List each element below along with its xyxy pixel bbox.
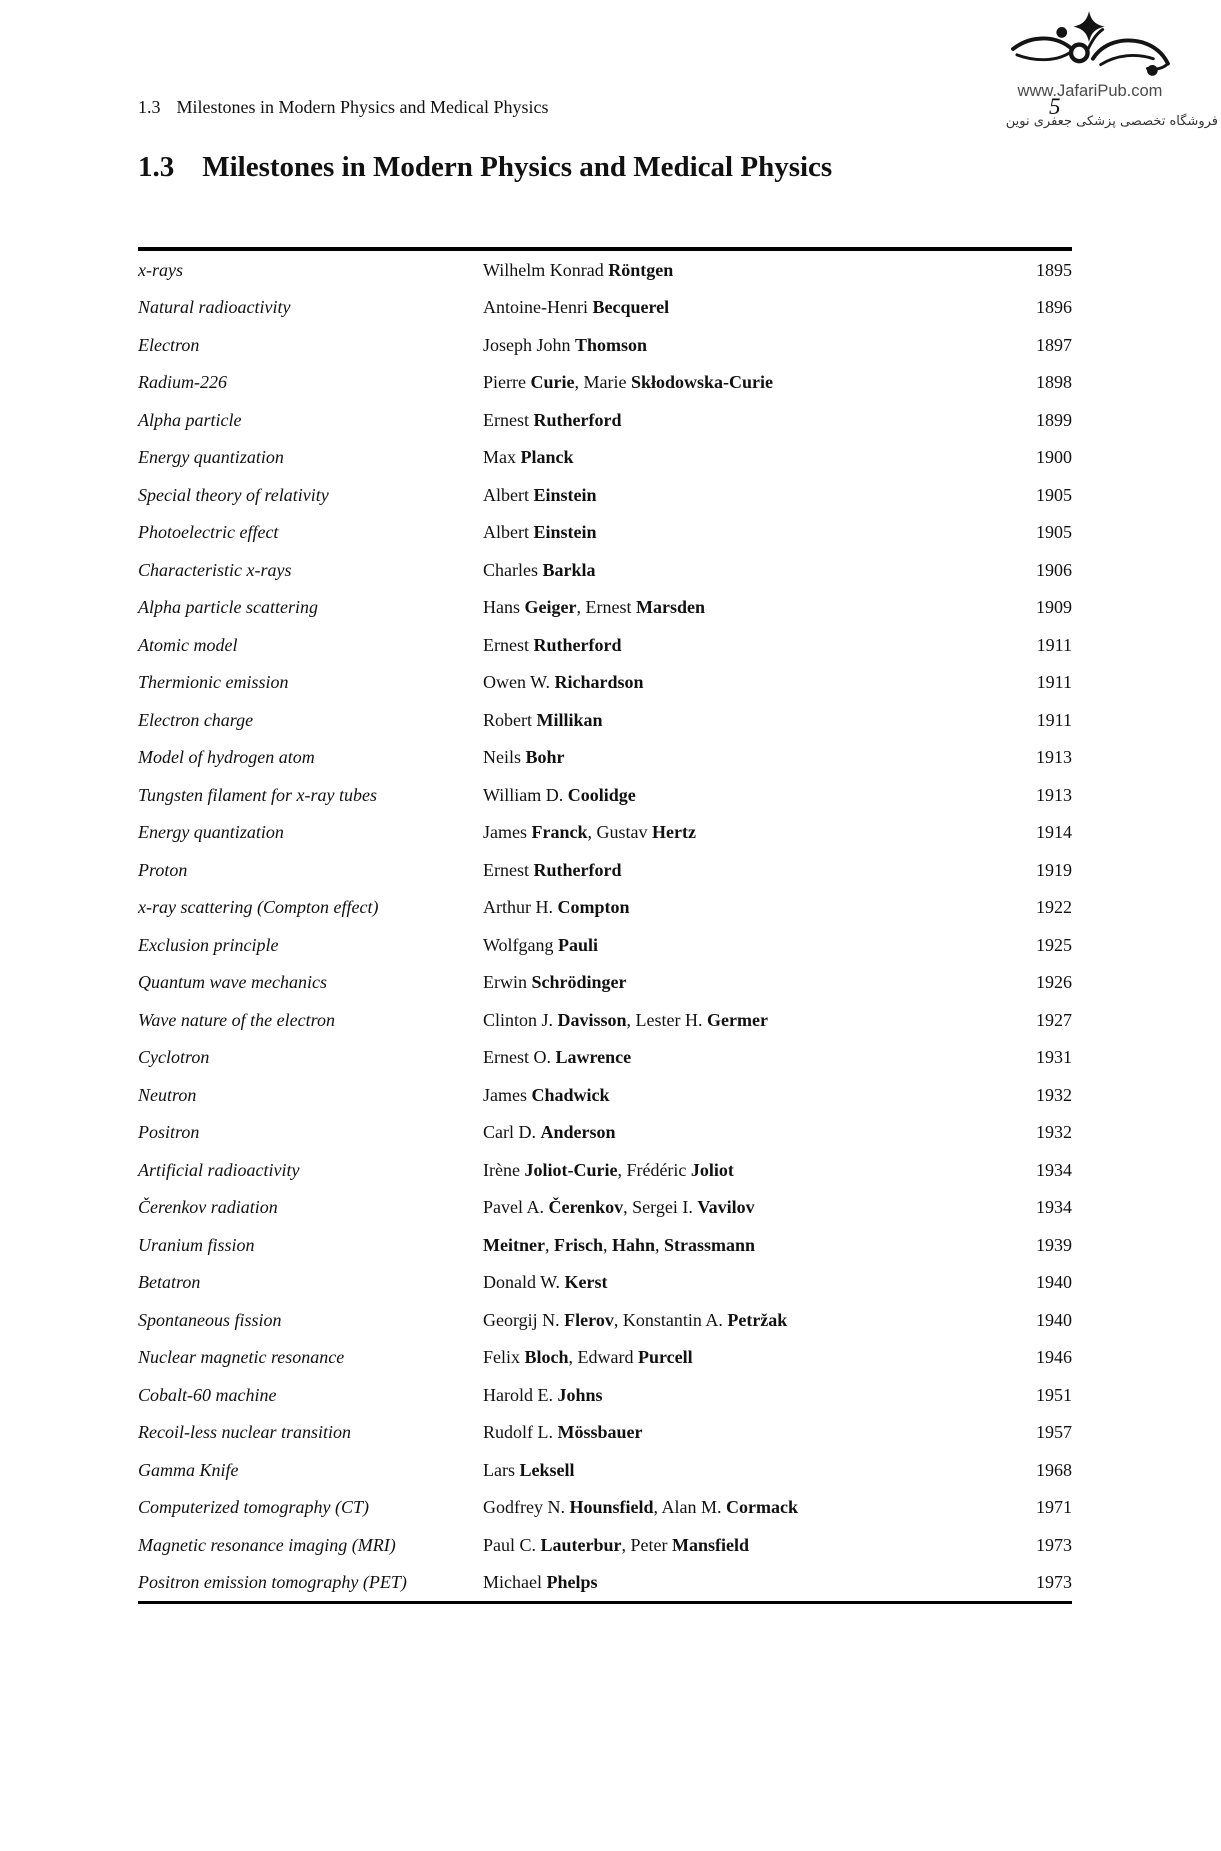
scientists-cell: Hans Geiger, Ernest Marsden xyxy=(483,597,705,618)
year-cell: 1911 xyxy=(1036,634,1072,655)
year-cell: 1971 xyxy=(1036,1497,1072,1518)
year-cell: 1914 xyxy=(1036,822,1072,843)
scientists-cell: Wolfgang Pauli xyxy=(483,934,599,955)
table-row xyxy=(138,1264,1072,1302)
discovery-cell: Atomic model xyxy=(138,634,238,655)
year-cell: 1973 xyxy=(1036,1534,1072,1555)
year-cell: 1951 xyxy=(1036,1384,1072,1405)
table-row xyxy=(138,589,1072,627)
year-cell: 1927 xyxy=(1036,1009,1072,1030)
table-row xyxy=(138,889,1072,927)
discovery-cell: Exclusion principle xyxy=(138,934,279,955)
scientists-cell: Irène Joliot-Curie, Frédéric Joliot xyxy=(483,1159,734,1180)
discovery-cell: Betatron xyxy=(138,1272,201,1293)
year-cell: 1905 xyxy=(1036,484,1072,505)
discovery-cell: Characteristic x-rays xyxy=(138,559,292,580)
discovery-cell: Quantum wave mechanics xyxy=(138,972,327,993)
table-row xyxy=(138,1039,1072,1077)
discovery-cell: Cyclotron xyxy=(138,1047,210,1068)
year-cell: 1946 xyxy=(1036,1347,1072,1368)
scientists-cell: Carl D. Anderson xyxy=(483,1122,616,1143)
discovery-cell: Cobalt-60 machine xyxy=(138,1384,277,1405)
scientists-cell: Georgij N. Flerov, Konstantin A. Petržak xyxy=(483,1309,788,1330)
scientists-cell: Ernest Rutherford xyxy=(483,409,622,430)
scientists-cell: Albert Einstein xyxy=(483,522,597,543)
discovery-cell: x-rays xyxy=(138,259,183,280)
discovery-cell: Electron xyxy=(138,334,200,355)
year-cell: 1940 xyxy=(1036,1272,1072,1293)
discovery-cell: Radium-226 xyxy=(138,372,227,393)
year-cell: 1926 xyxy=(1036,972,1072,993)
scientists-cell: Clinton J. Davisson, Lester H. Germer xyxy=(483,1009,768,1030)
section-title xyxy=(138,150,832,184)
discovery-cell: Computerized tomography (CT) xyxy=(138,1497,369,1518)
table-row xyxy=(138,289,1072,327)
scientists-cell: Arthur H. Compton xyxy=(483,897,630,918)
discovery-cell: Gamma Knife xyxy=(138,1459,239,1480)
table-row xyxy=(138,739,1072,777)
discovery-cell: Wave nature of the electron xyxy=(138,1009,335,1030)
year-cell: 1905 xyxy=(1036,522,1072,543)
year-cell: 1911 xyxy=(1036,672,1072,693)
table-row xyxy=(138,364,1072,402)
discovery-cell: Alpha particle xyxy=(138,409,242,430)
scientists-cell: William D. Coolidge xyxy=(483,784,636,805)
publisher-watermark xyxy=(1000,10,1180,101)
scientists-cell: James Franck, Gustav Hertz xyxy=(483,822,696,843)
scientists-cell: Rudolf L. Mössbauer xyxy=(483,1422,643,1443)
table-row xyxy=(138,776,1072,814)
scientists-cell: Lars Leksell xyxy=(483,1459,575,1480)
scientists-cell: Felix Bloch, Edward Purcell xyxy=(483,1347,693,1368)
publisher-website: www.JafariPub.com xyxy=(1017,82,1163,100)
scientists-cell: Erwin Schrödinger xyxy=(483,972,627,993)
running-header xyxy=(138,96,548,118)
discovery-cell: Photoelectric effect xyxy=(138,522,279,543)
table-row xyxy=(138,1414,1072,1452)
discovery-cell: x-ray scattering (Compton effect) xyxy=(138,897,379,918)
discovery-cell: Čerenkov radiation xyxy=(138,1197,278,1218)
scientists-cell: Owen W. Richardson xyxy=(483,672,644,693)
year-cell: 1913 xyxy=(1036,747,1072,768)
table-row xyxy=(138,1226,1072,1264)
discovery-cell: Model of hydrogen atom xyxy=(138,747,315,768)
scientists-cell: Ernest Rutherford xyxy=(483,634,622,655)
table-row xyxy=(138,551,1072,589)
year-cell: 1922 xyxy=(1036,897,1072,918)
table-row xyxy=(138,1076,1072,1114)
year-cell: 1973 xyxy=(1036,1572,1072,1593)
year-cell: 1909 xyxy=(1036,597,1072,618)
scientists-cell: Godfrey N. Hounsfield, Alan M. Cormack xyxy=(483,1497,799,1518)
scientists-cell: Pavel A. Čerenkov, Sergei I. Vavilov xyxy=(483,1197,755,1218)
discovery-cell: Magnetic resonance imaging (MRI) xyxy=(138,1534,396,1555)
scientists-cell: James Chadwick xyxy=(483,1084,610,1105)
scientists-cell: Albert Einstein xyxy=(483,484,597,505)
discovery-cell: Energy quantization xyxy=(138,447,284,468)
table-row xyxy=(138,1564,1072,1602)
publisher-tagline-farsi: فروشگاه تخصصی پزشکی جعفری نوین xyxy=(1005,114,1218,129)
year-cell: 1940 xyxy=(1036,1309,1072,1330)
scientists-cell: Paul C. Lauterbur, Peter Mansfield xyxy=(483,1534,750,1555)
table-row xyxy=(138,439,1072,477)
year-cell: 1913 xyxy=(1036,784,1072,805)
scientists-cell: Ernest O. Lawrence xyxy=(483,1047,632,1068)
table-row xyxy=(138,926,1072,964)
scientists-cell: Charles Barkla xyxy=(483,559,596,580)
scientists-cell: Michael Phelps xyxy=(483,1572,598,1593)
scientists-cell: Meitner, Frisch, Hahn, Strassmann xyxy=(483,1234,756,1255)
year-cell: 1934 xyxy=(1036,1197,1072,1218)
publisher-calligraphy-logo-icon xyxy=(1004,10,1176,86)
scientists-cell: Pierre Curie, Marie Skłodowska-Curie xyxy=(483,372,773,393)
table-row xyxy=(138,964,1072,1002)
table-row xyxy=(138,626,1072,664)
table-row xyxy=(138,701,1072,739)
scientists-cell: Antoine-Henri Becquerel xyxy=(483,297,670,318)
table-row xyxy=(138,1376,1072,1414)
discovery-cell: Neutron xyxy=(138,1084,197,1105)
year-cell: 1899 xyxy=(1036,409,1072,430)
table-row xyxy=(138,851,1072,889)
table-row xyxy=(138,401,1072,439)
discovery-cell: Recoil-less nuclear transition xyxy=(138,1422,351,1443)
table-row xyxy=(138,1489,1072,1527)
year-cell: 1957 xyxy=(1036,1422,1072,1443)
scientists-cell: Neils Bohr xyxy=(483,747,565,768)
year-cell: 1931 xyxy=(1036,1047,1072,1068)
table-row xyxy=(138,814,1072,852)
year-cell: 1934 xyxy=(1036,1159,1072,1180)
discovery-cell: Uranium fission xyxy=(138,1234,255,1255)
year-cell: 1968 xyxy=(1036,1459,1072,1480)
year-cell: 1900 xyxy=(1036,447,1072,468)
table-row xyxy=(138,1451,1072,1489)
table-row xyxy=(138,1189,1072,1227)
year-cell: 1897 xyxy=(1036,334,1072,355)
year-cell: 1896 xyxy=(1036,297,1072,318)
section-number: 1.3 xyxy=(138,151,175,183)
table-row xyxy=(138,1301,1072,1339)
discovery-cell: Artificial radioactivity xyxy=(138,1159,300,1180)
table-row xyxy=(138,251,1072,289)
year-cell: 1925 xyxy=(1036,934,1072,955)
discovery-cell: Thermionic emission xyxy=(138,672,289,693)
table-row xyxy=(138,1001,1072,1039)
year-cell: 1919 xyxy=(1036,859,1072,880)
discovery-cell: Nuclear magnetic resonance xyxy=(138,1347,345,1368)
table-row xyxy=(138,1339,1072,1377)
year-cell: 1906 xyxy=(1036,559,1072,580)
page-number: 5 xyxy=(1049,94,1061,119)
discovery-cell: Positron emission tomography (PET) xyxy=(138,1572,407,1593)
year-cell: 1932 xyxy=(1036,1122,1072,1143)
discovery-cell: Tungsten filament for x-ray tubes xyxy=(138,784,377,805)
section-title-text: Milestones in Modern Physics and Medical Physics xyxy=(202,151,833,183)
discovery-cell: Proton xyxy=(138,859,188,880)
table-row xyxy=(138,1151,1072,1189)
milestones-table xyxy=(138,247,1072,1604)
year-cell: 1911 xyxy=(1036,709,1072,730)
running-header-title: Milestones in Modern Physics and Medical Physics xyxy=(176,97,549,117)
discovery-cell: Electron charge xyxy=(138,709,254,730)
discovery-cell: Spontaneous fission xyxy=(138,1309,282,1330)
table-row xyxy=(138,1526,1072,1564)
table-row xyxy=(138,476,1072,514)
scientists-cell: Robert Millikan xyxy=(483,709,603,730)
discovery-cell: Special theory of relativity xyxy=(138,484,329,505)
scientists-cell: Ernest Rutherford xyxy=(483,859,622,880)
table-row xyxy=(138,326,1072,364)
scientists-cell: Max Planck xyxy=(483,447,574,468)
discovery-cell: Positron xyxy=(138,1122,200,1143)
discovery-cell: Energy quantization xyxy=(138,822,284,843)
table-row xyxy=(138,664,1072,702)
year-cell: 1898 xyxy=(1036,372,1072,393)
year-cell: 1895 xyxy=(1036,259,1072,280)
table-row xyxy=(138,1114,1072,1152)
scientists-cell: Wilhelm Konrad Röntgen xyxy=(483,259,674,280)
scientists-cell: Harold E. Johns xyxy=(483,1384,603,1405)
scientists-cell: Joseph John Thomson xyxy=(483,334,648,355)
discovery-cell: Alpha particle scattering xyxy=(138,597,318,618)
scientists-cell: Donald W. Kerst xyxy=(483,1272,608,1293)
table-row xyxy=(138,514,1072,552)
year-cell: 1932 xyxy=(1036,1084,1072,1105)
running-header-number: 1.3 xyxy=(138,97,161,117)
year-cell: 1939 xyxy=(1036,1234,1072,1255)
discovery-cell: Natural radioactivity xyxy=(138,297,291,318)
